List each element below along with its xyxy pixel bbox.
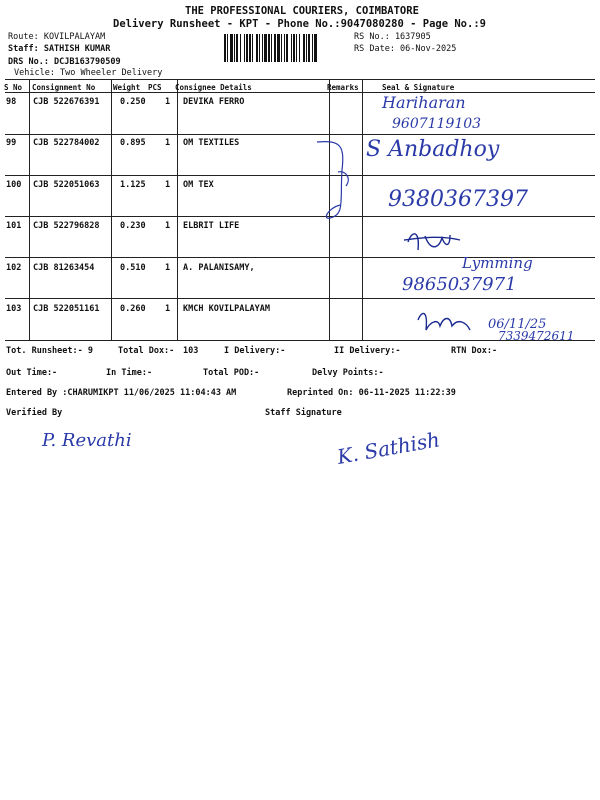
- barcode-bar: [262, 34, 263, 62]
- verified-by-signature: [40, 420, 160, 460]
- staff-signature: [335, 420, 475, 470]
- svg-text:K. Sathish: K. Sathish: [335, 427, 442, 469]
- signature-row-102: Lymming: [462, 254, 533, 272]
- total-pod: Total POD:-: [203, 368, 260, 378]
- row-weight: 0.895: [120, 138, 146, 148]
- row-sno: 99: [6, 138, 17, 148]
- signature-row-98: Hariharan: [382, 93, 466, 112]
- row-sno: 101: [6, 221, 22, 231]
- row-weight: 1.125: [120, 180, 146, 190]
- col-divider: [177, 79, 178, 341]
- rtn-dox: RTN Dox:-: [451, 346, 498, 356]
- verified-by-label: Verified By: [6, 408, 63, 418]
- row-pcs: 1: [165, 97, 171, 107]
- col-header-seal: Seal & Signature: [382, 83, 455, 92]
- barcode-bar: [230, 34, 233, 62]
- barcode-bar: [252, 34, 253, 62]
- col-header-pcs: PCS: [148, 83, 162, 92]
- col-header-remarks: Remarks: [327, 83, 359, 92]
- row-weight: 0.260: [120, 304, 146, 314]
- row-sno: 100: [6, 180, 22, 190]
- row-sno: 103: [6, 304, 22, 314]
- barcode-bar: [306, 34, 307, 62]
- row-consignment-no: CJB 522051161: [33, 304, 100, 314]
- in-time: In Time:-: [106, 368, 153, 378]
- barcode-bar: [259, 34, 260, 62]
- row-consignee: KMCH KOVILPALAYAM: [183, 304, 270, 314]
- barcode-bar: [227, 34, 228, 62]
- barcode-bar: [268, 34, 270, 62]
- barcode-bar: [271, 34, 272, 62]
- col-header-sno: S No: [4, 83, 23, 92]
- row-consignee: OM TEX: [183, 180, 214, 190]
- row-consignment-no: CJB 522676391: [33, 97, 100, 107]
- barcode-bar: [264, 34, 267, 62]
- row-weight: 0.250: [120, 97, 146, 107]
- barcode-bar: [274, 34, 276, 62]
- col-divider: [111, 79, 112, 341]
- barcode-bar: [296, 34, 297, 62]
- row-consignee: A. PALANISAMY,: [183, 263, 255, 273]
- reprinted-on: Reprinted On: 06-11-2025 11:22:39: [287, 388, 456, 398]
- i-delivery: I Delivery:-: [224, 346, 286, 356]
- barcode-bar: [236, 34, 238, 62]
- row-pcs: 1: [165, 138, 171, 148]
- out-time: Out Time:-: [6, 368, 58, 378]
- barcode-bar: [240, 34, 241, 62]
- barcode-bar: [308, 34, 310, 62]
- total-runsheet: Tot. Runsheet:- 9: [6, 346, 93, 356]
- row-weight: 0.230: [120, 221, 146, 231]
- row-pcs: 1: [165, 180, 171, 190]
- col-divider: [29, 79, 30, 341]
- row-pcs: 1: [165, 221, 171, 231]
- runsheet-subtitle: Delivery Runsheet - KPT - Phone No.:9047080280 - Page No.:9: [113, 18, 486, 30]
- row-consignment-no: CJB 522051063: [33, 180, 100, 190]
- barcode-bar: [281, 34, 282, 62]
- drs-label: DRS No.: DCJB163790509: [8, 57, 121, 67]
- row-consignee: OM TEXTILES: [183, 138, 240, 148]
- ii-delivery: II Delivery:-: [334, 346, 401, 356]
- col-header-consignment: Consignment No: [32, 83, 96, 92]
- barcode-bar: [303, 34, 305, 62]
- signature-row-103-phone: 7339472611: [498, 329, 575, 343]
- signature-row-98-phone: 9607119103: [392, 116, 482, 132]
- staff-signature-label: Staff Signature: [265, 408, 342, 418]
- barcode-bar: [291, 34, 292, 62]
- barcode-bar: [293, 34, 295, 62]
- col-header-weight: Weight: [113, 83, 141, 92]
- staff-label: Staff: SATHISH KUMAR: [8, 44, 111, 54]
- barcode-image: [224, 34, 350, 62]
- total-dox-label: Total Dox:-: [118, 346, 175, 356]
- barcode-bar: [299, 34, 300, 62]
- total-dox-value: 103: [183, 346, 199, 356]
- entered-by: Entered By :CHARUMIKPT 11/06/2025 11:04:43 AM: [6, 388, 237, 398]
- barcode-bar: [314, 34, 317, 62]
- barcode-bar: [244, 34, 245, 62]
- barcode-bar: [224, 34, 226, 62]
- row-pcs: 1: [165, 263, 171, 273]
- barcode-bar: [249, 34, 251, 62]
- row-consignment-no: CJB 522796828: [33, 221, 100, 231]
- barcode-bar: [284, 34, 285, 62]
- signature-row-102-phone: 9865037971: [402, 274, 517, 295]
- row-sno: 102: [6, 263, 22, 273]
- vehicle-label: Vehicle: Two Wheeler Delivery: [14, 68, 163, 78]
- row-consignee: DEVIKA FERRO: [183, 97, 245, 107]
- barcode-bar: [246, 34, 248, 62]
- barcode-bar: [256, 34, 258, 62]
- table-top-border: [5, 79, 595, 80]
- barcode-bar: [234, 34, 235, 62]
- row-weight: 0.510: [120, 263, 146, 273]
- row-consignment-no: CJB 522784002: [33, 138, 100, 148]
- svg-text:P. Revathi: P. Revathi: [42, 430, 132, 451]
- signature-row-99: S Anbadhoy: [366, 137, 500, 162]
- row-consignment-no: CJB 81263454: [33, 263, 95, 273]
- barcode-bar: [286, 34, 288, 62]
- barcode-bar: [312, 34, 313, 62]
- route-label: Route: KOVILPALAYAM: [8, 32, 106, 42]
- signature-row-100-phone: 9380367397: [388, 187, 528, 212]
- row-consignee: ELBRIT LIFE: [183, 221, 240, 231]
- row-sno: 98: [6, 97, 17, 107]
- delvy-points: Delvy Points:-: [312, 368, 384, 378]
- signature-row-103-date: 06/11/25: [488, 317, 547, 332]
- rs-no: RS No.: 1637905: [354, 32, 431, 42]
- barcode-bar: [277, 34, 280, 62]
- col-header-consignee: Consignee Details: [175, 83, 252, 92]
- rs-date: RS Date: 06-Nov-2025: [354, 44, 457, 54]
- company-title: THE PROFESSIONAL COURIERS, COIMBATORE: [185, 5, 419, 17]
- handwritten-signatures: [300, 90, 600, 350]
- row-pcs: 1: [165, 304, 171, 314]
